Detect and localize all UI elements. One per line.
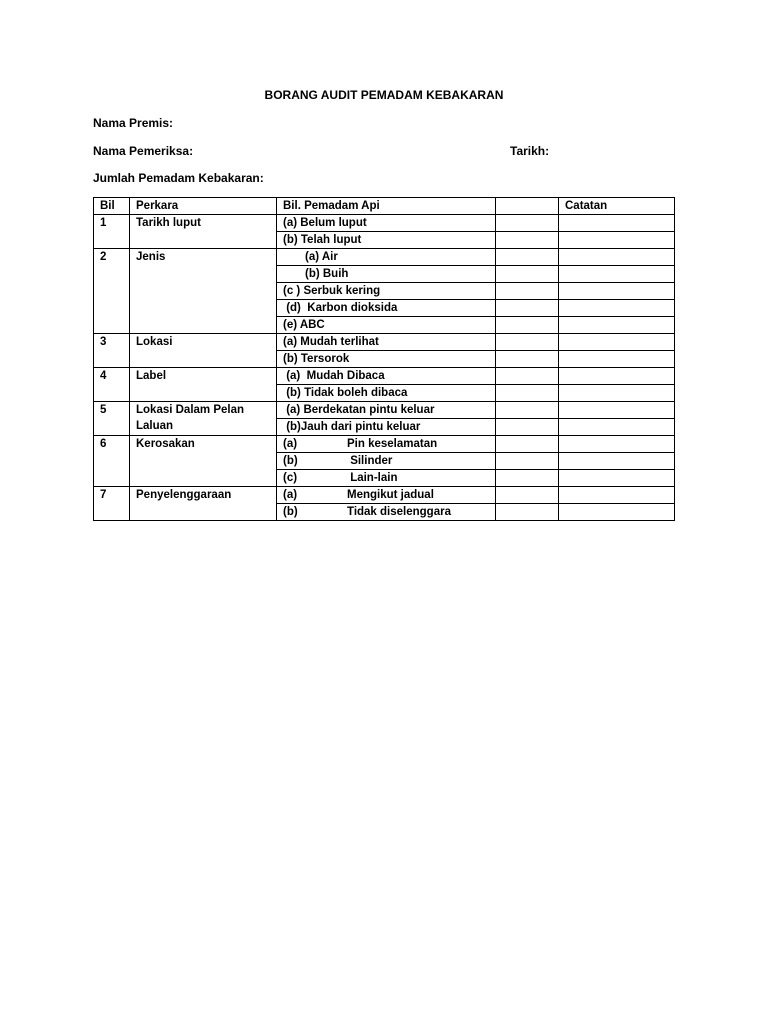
catatan-cell[interactable] [559, 402, 675, 419]
header-blank [496, 198, 559, 215]
option-cell: (e) ABC [277, 317, 496, 334]
option-text: Tidak diselenggara [347, 506, 451, 518]
catatan-cell[interactable] [559, 385, 675, 402]
option-cell: (a) Air [277, 249, 496, 266]
row-bil: 3 [94, 334, 130, 368]
check-cell[interactable] [496, 504, 559, 521]
header-pemadam: Bil. Pemadam Api [277, 198, 496, 215]
header-catatan: Catatan [559, 198, 675, 215]
table-row [94, 249, 675, 266]
table-row [94, 215, 675, 232]
option-cell: (a) Mudah Dibaca [277, 368, 496, 385]
check-cell[interactable] [496, 470, 559, 487]
option-cell [277, 436, 496, 453]
header-perkara: Perkara [130, 198, 277, 215]
catatan-cell[interactable] [559, 300, 675, 317]
option-cell: (c ) Serbuk kering [277, 283, 496, 300]
row-bil: 7 [94, 487, 130, 521]
catatan-cell[interactable] [559, 487, 675, 504]
table-row [94, 402, 675, 419]
option-cell: (d) Karbon dioksida [277, 300, 496, 317]
row-perkara: Lokasi Dalam Pelan Laluan [130, 402, 277, 436]
option-cell: (b) Buih [277, 266, 496, 283]
table-row [94, 487, 675, 504]
nama-premis-label: Nama Premis: [93, 116, 174, 130]
table-header-row [94, 198, 675, 215]
row-perkara: Kerosakan [130, 436, 277, 487]
catatan-cell[interactable] [559, 470, 675, 487]
table-row [94, 368, 675, 385]
catatan-cell[interactable] [559, 215, 675, 232]
check-cell[interactable] [496, 334, 559, 351]
row-bil: 1 [94, 215, 130, 249]
check-cell[interactable] [496, 232, 559, 249]
check-cell[interactable] [496, 436, 559, 453]
check-cell[interactable] [496, 402, 559, 419]
check-cell[interactable] [496, 487, 559, 504]
jumlah-pemadam-label: Jumlah Pemadam Kebakaran: [93, 171, 264, 185]
option-text: Mengikut jadual [347, 489, 434, 501]
audit-table [93, 197, 675, 521]
check-cell[interactable] [496, 266, 559, 283]
option-cell [277, 470, 496, 487]
catatan-cell[interactable] [559, 351, 675, 368]
row-bil: 2 [94, 249, 130, 334]
check-cell[interactable] [496, 453, 559, 470]
option-cell [277, 453, 496, 470]
row-perkara: Jenis [130, 249, 277, 334]
row-perkara: Label [130, 368, 277, 402]
catatan-cell[interactable] [559, 334, 675, 351]
check-cell[interactable] [496, 317, 559, 334]
catatan-cell[interactable] [559, 368, 675, 385]
check-cell[interactable] [496, 283, 559, 300]
nama-pemeriksa-label: Nama Pemeriksa: [93, 144, 194, 158]
option-label: (b) [283, 455, 298, 467]
option-cell: (a) Mudah terlihat [277, 334, 496, 351]
option-cell: (b)Jauh dari pintu keluar [277, 419, 496, 436]
check-cell[interactable] [496, 215, 559, 232]
catatan-cell[interactable] [559, 453, 675, 470]
form-title: BORANG AUDIT PEMADAM KEBAKARAN [264, 88, 504, 102]
table-row [94, 334, 675, 351]
option-cell: (b) Tersorok [277, 351, 496, 368]
row-perkara: Tarikh luput [130, 215, 277, 249]
check-cell[interactable] [496, 368, 559, 385]
row-bil: 5 [94, 402, 130, 436]
row-bil: 6 [94, 436, 130, 487]
option-cell: (a) Berdekatan pintu keluar [277, 402, 496, 419]
option-label: (b) [283, 506, 298, 518]
row-bil: 4 [94, 368, 130, 402]
catatan-cell[interactable] [559, 317, 675, 334]
option-cell: (a) Belum luput [277, 215, 496, 232]
option-cell: (b) Tidak boleh dibaca [277, 385, 496, 402]
option-cell: (b) Telah luput [277, 232, 496, 249]
catatan-cell[interactable] [559, 283, 675, 300]
option-label: (c) [283, 472, 298, 484]
option-cell [277, 487, 496, 504]
option-cell [277, 504, 496, 521]
row-perkara: Lokasi [130, 334, 277, 368]
row-perkara: Penyelenggaraan [130, 487, 277, 521]
catatan-cell[interactable] [559, 419, 675, 436]
catatan-cell[interactable] [559, 266, 675, 283]
check-cell[interactable] [496, 419, 559, 436]
tarikh-label: Tarikh: [510, 144, 550, 158]
catatan-cell[interactable] [559, 436, 675, 453]
option-label: (a) [283, 438, 298, 450]
catatan-cell[interactable] [559, 232, 675, 249]
option-text: Pin keselamatan [347, 438, 438, 450]
check-cell[interactable] [496, 351, 559, 368]
option-label: (a) [283, 489, 298, 501]
catatan-cell[interactable] [559, 249, 675, 266]
check-cell[interactable] [496, 385, 559, 402]
option-text: Lain-lain [347, 472, 398, 484]
check-cell[interactable] [496, 249, 559, 266]
catatan-cell[interactable] [559, 504, 675, 521]
table-row [94, 436, 675, 453]
header-bil: Bil [94, 198, 130, 215]
option-text: Silinder [347, 455, 393, 467]
check-cell[interactable] [496, 300, 559, 317]
